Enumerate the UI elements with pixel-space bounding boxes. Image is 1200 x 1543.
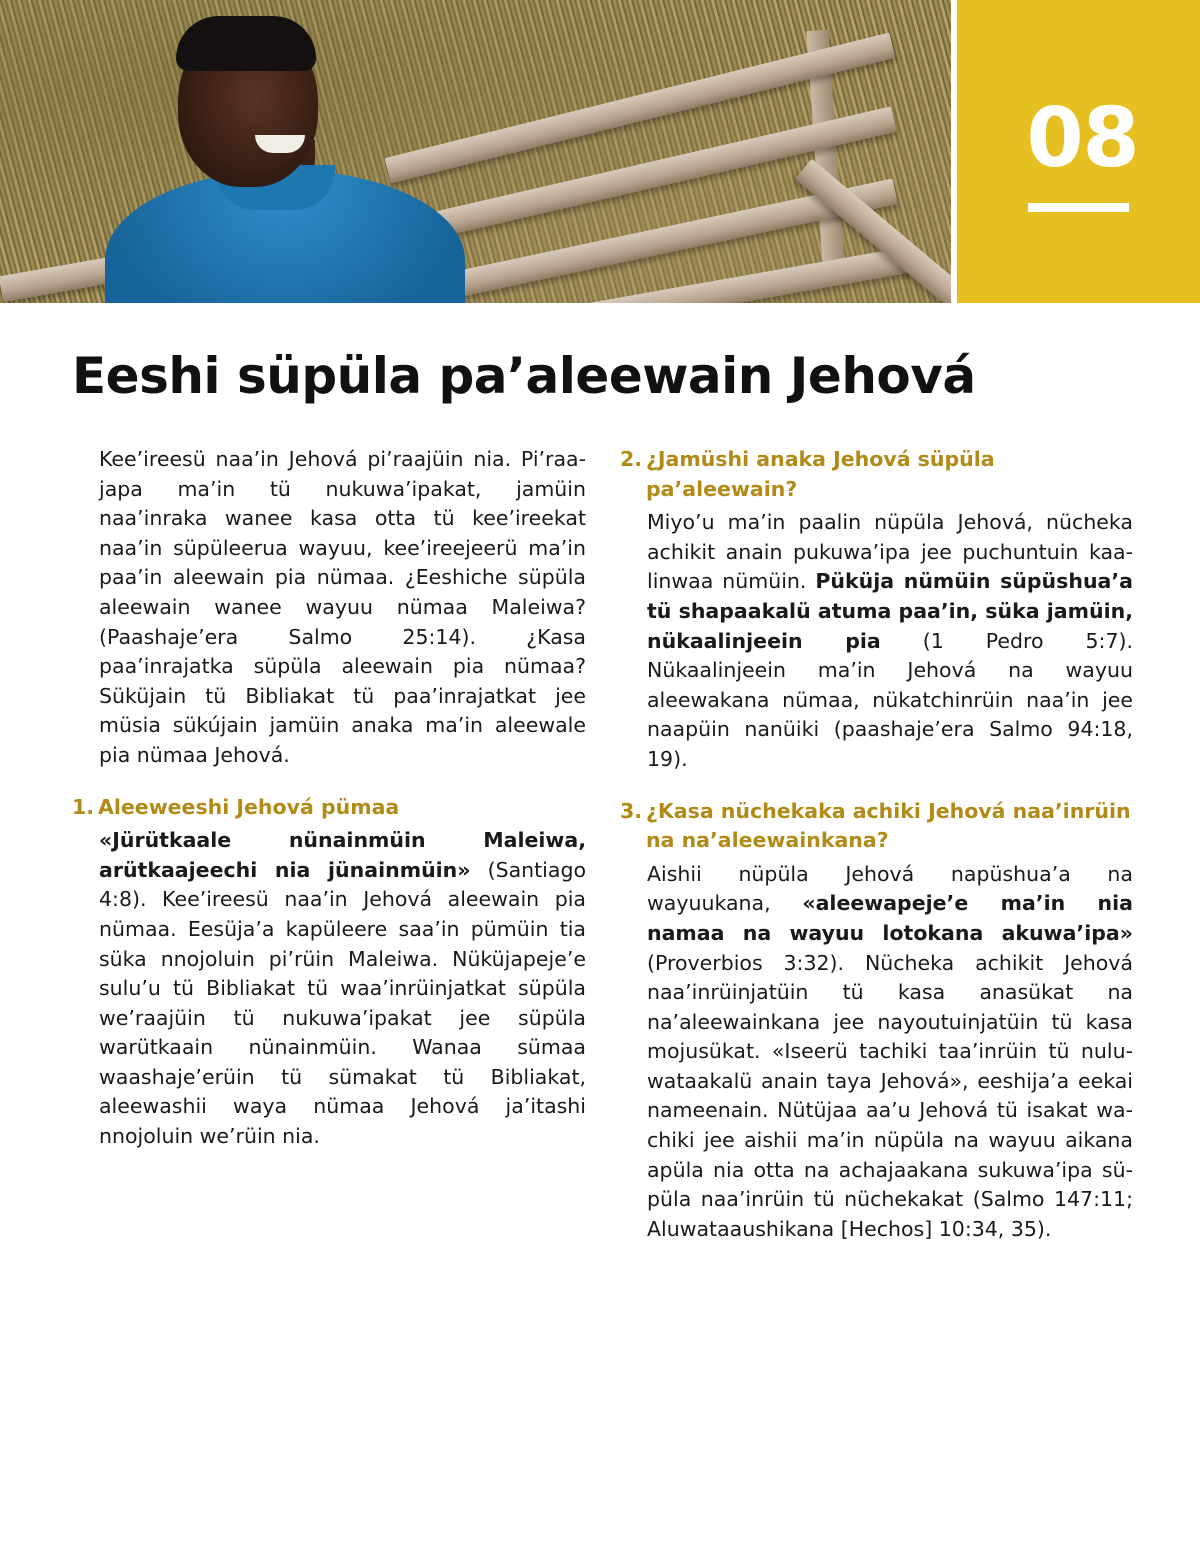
section-number: 3. [620,798,643,823]
paragraph-text: Miyo’u ma’in paalin nüpüla Jehová, nücheka achikit anain pukuwa’ipa jee puchuntuin kaalinwaa nümüin. [647,510,1133,594]
chapter-underline [1028,203,1129,212]
section-title: ¿Kasa nüchekaka achiki Jehová naa’inrüin na na’aleewainkana? [646,798,1131,853]
paragraph-text: Aishii nüpüla Jehová napüshua’a na wayuukana, [647,861,1133,916]
header-photo [0,0,951,303]
section-number: 2. [620,447,643,471]
chapter-badge [957,0,1200,303]
intro-paragraph: Kee’ireesü naa’in Jehová pi’raajüin nia. Pi’raajapa ma’in tü nukuwa’ipakat, jamüin naa’inraka wanee kasa otta tü kee’ireekat naa’in süpüleerua wayuu, kee’ireejeerü ma’in paa’in aleewain pia nümaa. ¿Eeshiche süpüla aleewain wanee wayuu nümaa Maleiwa? (Paashaje’era Salmo 25:14). ¿Kasa paa’inrajatka süpüla aleewain pia nümaa? Süküjain tü Bibliakat tü paa’inrajatkat jee müsia sükújain jamüin anaka ma’in aleewale pia nümaa Jehová. [99,447,586,767]
right-column [620,445,1133,1244]
page-title: Eeshi süpüla pa’aleewain Jehová [72,347,976,405]
left-column [72,445,586,1152]
section-heading-2 [620,445,1133,504]
chapter-number: 08 [1026,91,1139,186]
section-paragraph-2 [620,508,1133,774]
scripture-quote: «Jürütkaale nünainmüin Maleiwa, arütkaajeechi nia jünainmüin» [99,828,586,882]
emphasis-text: Püküja nümüin süpüshua’a tü shapaakalü atuma paa’in, süka jamüin, nükaalinjeein pia [647,569,1133,653]
paragraph-text: (Proverbios 3:32). Nücheka achikit Jehová naa’inrüinjatüin tü kasa anasükat na na’aleewainkana jee nayoutuinjatüin tü kasa mojusükat. «Iseerü tachiki taa’inrüin tü nuluwataakalü anain taya Jehová», eeshija’a eekai nameenain. Nütüjaa aa’u Jehová tü isakat wachiki jee aishii ma’in nüpüla na wayuu aikana apüla nia otta na achajaakana sukuwa’ipa süpüla naa’inrüin tü nüchekakat (Salmo 147:11; Aluwataaushikana [Hechos] 10:34, 35). [647,950,1133,1241]
paragraph-text: (Santiago 4:8). Kee’ireesü naa’in Jehová aleewain pia nümaa. Eesüja’a kapüleere saa’in pümüin tia süka nnojoluin pi’rüin Maleiwa. Nüküjapeje’e sulu’u tü Bibliakat tü waa’inrüinjatkat süpüla we’raajüin tü nukuwa’ipakat jee süpüla warütkaain nünainmüin. Wanaa sümaa waashaje’erüin tü sümakat tü Bibliakat, aleewashii waya nümaa Jehová ja’itashi nnojoluin we’rüin nia. [99,857,586,1149]
section-paragraph-1 [72,826,586,1152]
person-hair [176,16,316,71]
section-heading-3 [620,797,1133,856]
section-paragraph-3 [620,860,1133,1245]
scripture-quote: «aleewapeje’e ma’in nia namaa na wayuu lotokana akuwa’ipa» [647,891,1134,945]
paragraph-text: (1 Pedro 5:7). Nükaalinjeein ma’in Jehová na wayuu aleewakana nümaa, nükatchinrüin naa’in jee naapüin nanüiki (paashaje’era Salmo 94:18, 19). [647,628,1134,771]
section-heading-1 [72,793,586,823]
section-title: ¿Jamüshi anaka Jehová süpüla pa’aleewain? [646,447,995,501]
section-number: 1. [72,794,95,819]
section-title: Aleeweeshi Jehová pümaa [98,794,400,819]
